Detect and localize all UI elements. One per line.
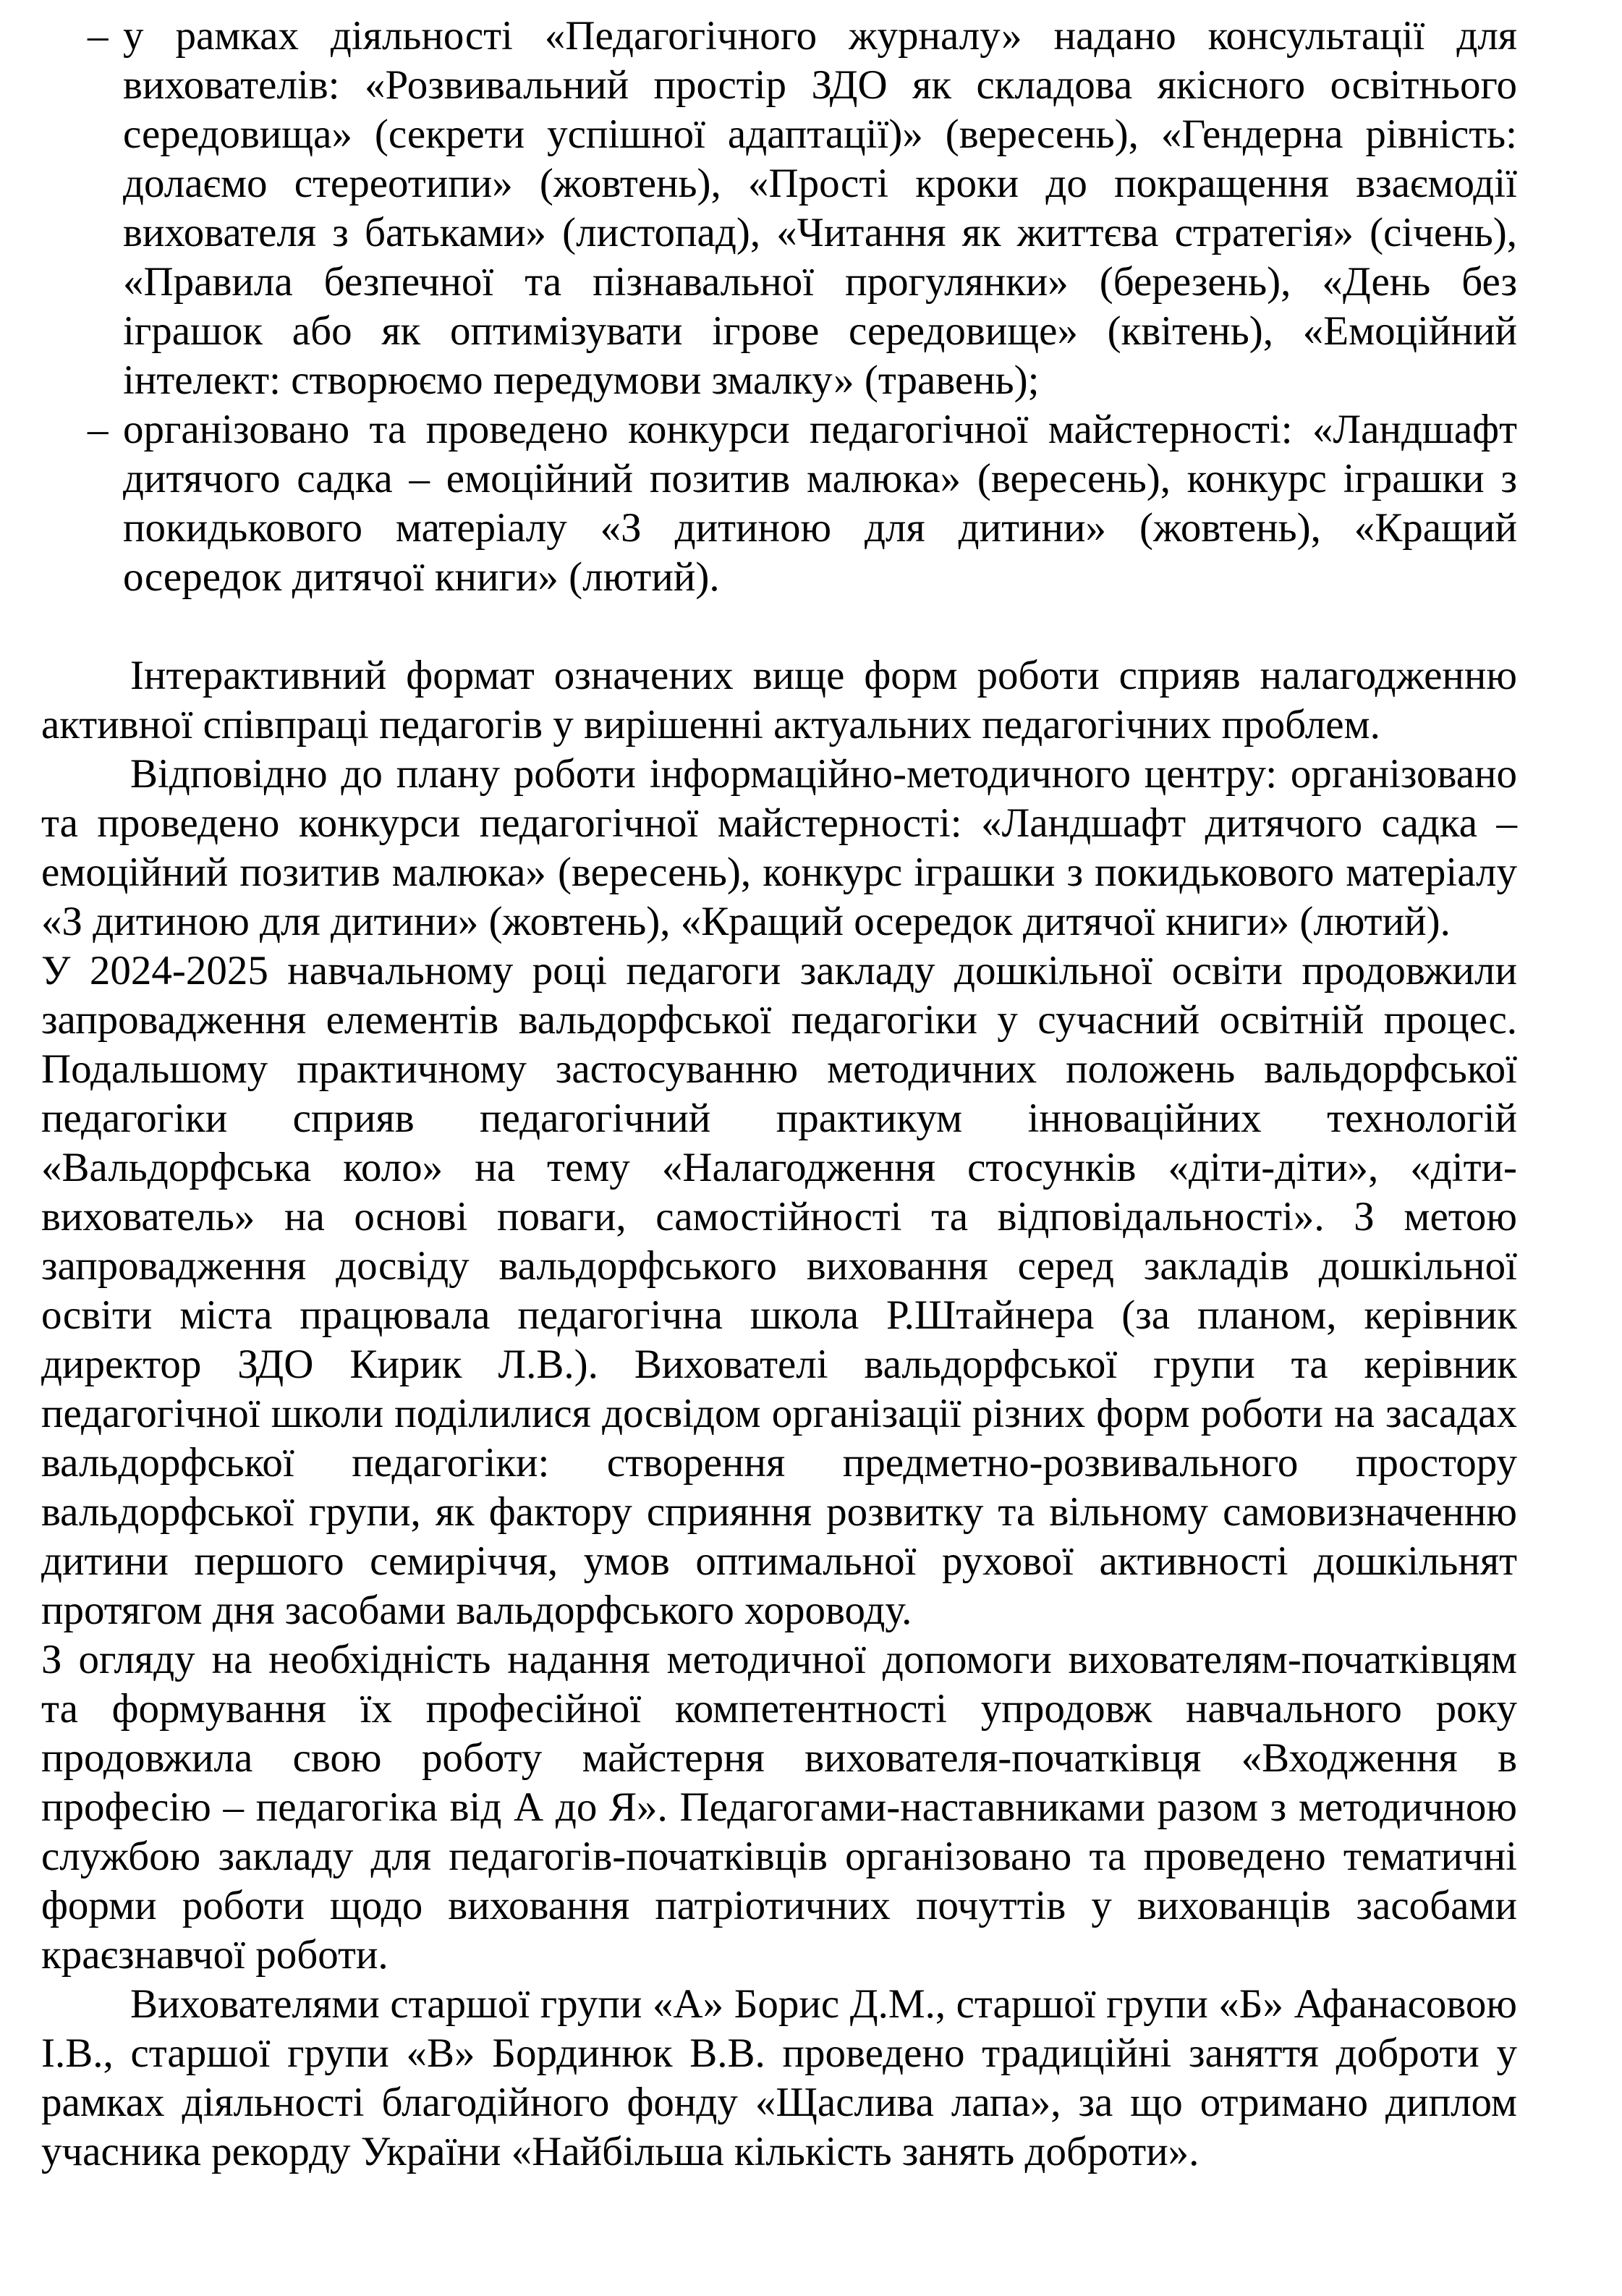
- paragraph-waldorf-pedagogy: У 2024-2025 навчальному році педагоги закладу дошкільної освіти продовжили запровадження елементів вальдорфської педагогіки у сучасний освітній процес. Подальшому практичному застосуванню методичних положень вальдорфської педагогіки сприяв педагогічний практикум інноваційних технологій «Вальдорфська коло» на тему «Налагодження стосунків «діти-діти», «діти-вихователь» на основі поваги, самостійності та відповідальності». З метою запровадження досвіду вальдорфського виховання серед закладів дошкільної освіти міста працювала педагогічна школа Р.Штайнера (за планом, керівник директор ЗДО Кирик Л.В.). Вихователі вальдорфської групи та керівник педагогічної школи поділилися досвідом організації різних форм роботи на засадах вальдорфської педагогіки: створення предметно-розвивального простору вальдорфської групи, як фактору сприяння розвитку та вільному самовизначенню дитини першого семиріччя, умов оптимальної рухової активності дошкільнят протягом дня засобами вальдорфського хороводу.: [41, 948, 1517, 1633]
- dash-bullet-marker: –: [88, 407, 109, 452]
- paragraph-method-center-plan: Відповідно до плану роботи інформаційно-методичного центру: організовано та проведено конкурси педагогічної майстерності: «Ландшафт дитячого садка – емоційний позитив малюка» (вересень), конкурс іграшки з покидькового матеріалу «З дитиною для дитини» (жовтень), «Кращий осередок дитячої книги» (лютий).: [41, 751, 1517, 944]
- list-item-text: організовано та проведено конкурси педагогічної майстерності: «Ландшафт дитячого садка – емоційний позитив малюка» (вересень), конкурс іграшки з покидькового матеріалу «З дитиною для дитини» (жовтень), «Кращий осередок дитячої книги» (лютий).: [123, 407, 1517, 600]
- paragraph-kindness-lessons: Вихователями старшої групи «А» Борис Д.М., старшої групи «Б» Афанасовою І.В., старшої групи «В» Бординюк В.В. проведено традиційні заняття доброти у рамках діяльності благодійного фонду «Щаслива лапа», за що отримано диплом учасника рекорду України «Найбільша кількість занять доброти».: [41, 1981, 1517, 2174]
- list-item-contests: [41, 405, 1517, 602]
- bullet-list: [41, 12, 1517, 602]
- list-item-consultations: [41, 12, 1517, 405]
- dash-bullet-marker: –: [88, 13, 109, 59]
- paragraph-interactive-format: Інтерактивний формат означених вище форм роботи сприяв налагодженню активної співпраці педагогів у вирішенні актуальних педагогічних проблем.: [41, 653, 1517, 747]
- list-item-text: у рамках діяльності «Педагогічного журналу» надано консультації для вихователів: «Розвивальний простір ЗДО як складова якісного освітнього середовища» (секрети успішної адаптації)» (вересень), «Гендерна рівність: долаємо стереотипи» (жовтень), «Прості кроки до покращення взаємодії вихователя з батьками» (листопад), «Читання як життєва стратегія» (січень), «Правила безпечної та пізнавальної прогулянки» (березень), «День без іграшок або як оптимізувати ігрове середовище» (квітень), «Емоційний інтелект: створюємо передумови змалку» (травень);: [123, 13, 1517, 403]
- paragraph-beginner-teachers: З огляду на необхідність надання методичної допомоги вихователям-початківцям та формування їх професійної компетентності упродовж навчального року продовжила свою роботу майстерня вихователя-початківця «Входження в професію – педагогіка від А до Я». Педагогами-наставниками разом з методичною службою закладу для педагогів-початківців організовано та проведено тематичні форми роботи щодо виховання патріотичних почуттів у вихованців засобами краєзнавчої роботи.: [41, 1637, 1517, 1978]
